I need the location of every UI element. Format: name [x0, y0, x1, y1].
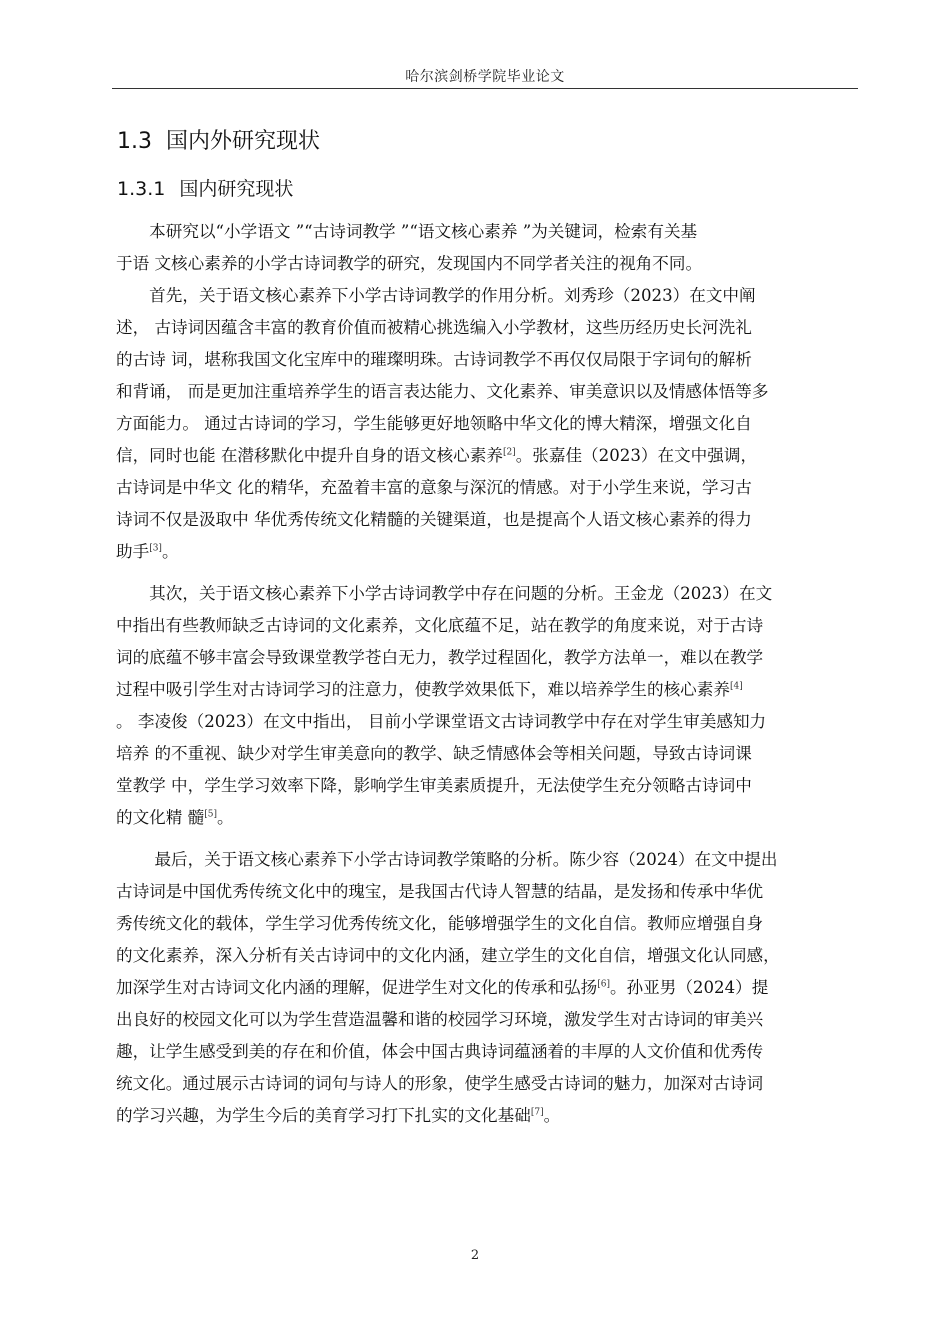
text-line [116, 802, 862, 834]
text-line: 堂教学 中，学生学习效率下降，影响学生审美素质提升，无法使学生充分领略古诗词中 [116, 776, 752, 795]
text-segment: 。 [543, 1106, 561, 1125]
page-number: 2 [470, 1248, 480, 1263]
text-segment: 。 [217, 808, 234, 827]
text-line: 词的底蕴不够丰富会导致课堂教学苍白无力，教学过程固化，教学方法单一，难以在教学 [116, 648, 764, 667]
text-line: 的文化素养，深入分析有关古诗词中的文化内涵，建立学生的文化自信，增强文化认同感， [116, 946, 780, 965]
citation-ref: [4] [729, 681, 743, 692]
text-line [116, 674, 862, 706]
text-line: 其次，关于语文核心素养下小学古诗词教学中存在问题的分析。王金龙（2023）在文 [116, 584, 773, 603]
text-line: 统文化。通过展示古诗词的词句与诗人的形象，使学生感受古诗词的魅力，加深对古诗词 [116, 1074, 764, 1093]
paragraph-strategy-analysis [116, 844, 862, 1132]
text-segment: 的学习兴趣，为学生今后的美育学习打下扎实的文化基础 [116, 1106, 531, 1125]
text-segment: 加深学生对古诗词文化内涵的理解，促进学生对文化的传承和弘扬 [116, 978, 598, 997]
citation-ref: [5] [204, 809, 217, 820]
paragraph-intro [116, 216, 862, 280]
subsection-heading [117, 174, 293, 201]
text-line: 首先，关于语文核心素养下小学古诗词教学的作用分析。刘秀珍（2023）在文中阐 [116, 286, 756, 305]
paragraph-gap [116, 568, 862, 578]
text-segment: 。孙亚男（2024）提 [609, 978, 769, 997]
text-segment: 。张嘉佳（2023）在文中强调， [515, 446, 758, 465]
text-line [116, 536, 862, 568]
paragraph-gap [116, 834, 862, 844]
section-number: 1.3 [117, 129, 152, 154]
text-line: 述， 古诗词因蕴含丰富的教育价值而被精心挑选编入小学教材，这些历经历史长河洗礼 [116, 318, 752, 337]
text-segment: 信，同时也能 在潜移默化中提升自身的语文核心素养 [116, 446, 503, 465]
text-line: 培养 的不重视、缺少对学生审美意向的教学、缺乏情感体会等相关问题，导致古诗词课 [116, 744, 752, 763]
paragraph-role-analysis [116, 280, 862, 568]
subsection-title: 国内研究现状 [179, 178, 294, 200]
text-line: 古诗词是中国优秀传统文化中的瑰宝，是我国古代诗人智慧的结晶，是发扬和传承中华优 [116, 882, 764, 901]
text-line: 诗词不仅是汲取中 华优秀传统文化精髓的关键渠道，也是提高个人语文核心素养的得力 [116, 510, 752, 529]
text-line [116, 440, 862, 472]
text-segment: 的文化精 髓 [116, 808, 205, 827]
text-line: 本研究以“小学语文 ”“古诗词教学 ”“语文核心素养 ”为关键词，检索有关基 [116, 222, 698, 241]
text-line: 出良好的校园文化可以为学生营造温馨和谐的校园学习环境，激发学生对古诗词的审美兴 [116, 1010, 764, 1029]
running-header: 哈尔滨剑桥学院毕业论文 [405, 69, 565, 85]
citation-ref: [7] [530, 1107, 544, 1118]
citation-ref: [2] [502, 447, 516, 458]
text-line: 趣，让学生感受到美的存在和价值，体会中国古典诗词蕴涵着的丰厚的人文价值和优秀传 [116, 1042, 764, 1061]
text-segment: 。 [161, 542, 179, 561]
header-rule [112, 88, 858, 89]
section-heading [117, 124, 320, 155]
text-line [116, 1100, 862, 1132]
text-line: 方面能力。 通过古诗词的学习，学生能够更好地领略中华文化的博大精深，增强文化自 [116, 414, 752, 433]
text-line: 古诗词是中华文 化的精华，充盈着丰富的意象与深沉的情感。对于小学生来说，学习古 [116, 478, 752, 497]
section-title: 国内外研究现状 [166, 129, 321, 154]
subsection-number: 1.3.1 [117, 178, 166, 200]
text-segment: 助手 [116, 542, 150, 561]
text-segment: 过程中吸引学生对古诗词学习的注意力，使教学效果低下，难以培养学生的核心素养 [116, 680, 730, 699]
text-line: 的古诗 词，堪称我国文化宝库中的璀璨明珠。古诗词教学不再仅仅局限于字词句的解析 [116, 350, 752, 369]
text-line: 。 李凌俊（2023）在文中指出， 目前小学课堂语文古诗词教学中存在对学生审美感知力 [116, 712, 767, 731]
text-line: 和背诵， 而是更加注重培养学生的语言表达能力、文化素养、审美意识以及情感体悟等多 [116, 382, 769, 401]
citation-ref: [6] [597, 979, 610, 990]
text-line: 中指出有些教师缺乏古诗词的文化素养，文化底蕴不足，站在教学的角度来说，对于古诗 [116, 616, 764, 635]
text-line [116, 972, 862, 1004]
paragraph-problem-analysis [116, 578, 862, 834]
citation-ref: [3] [149, 543, 162, 554]
text-line: 最后，关于语文核心素养下小学古诗词教学策略的分析。陈少容（2024）在文中提出 [116, 850, 778, 869]
text-line: 秀传统文化的载体，学生学习优秀传统文化，能够增强学生的文化自信。教师应增强自身 [116, 914, 764, 933]
body-text [116, 216, 862, 1132]
text-line: 于语 文核心素养的小学古诗词教学的研究，发现国内不同学者关注的视角不同。 [116, 254, 703, 273]
